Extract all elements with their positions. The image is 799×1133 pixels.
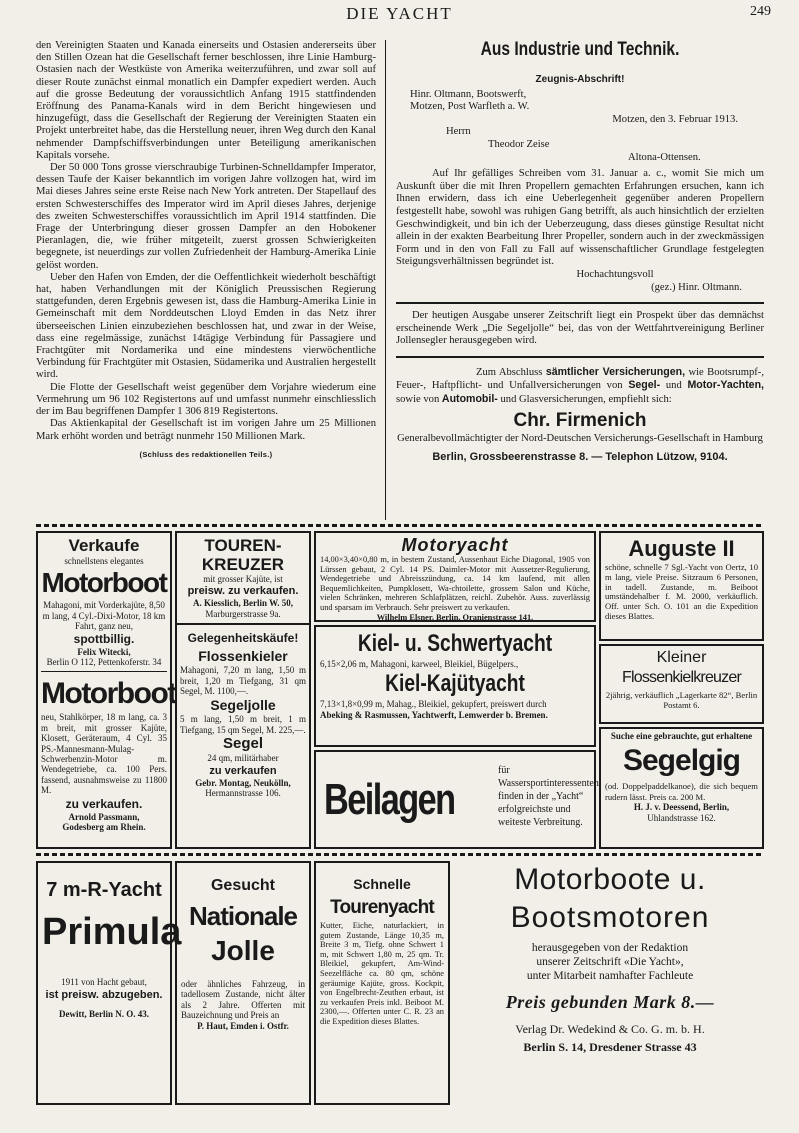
ad-text: Mahagoni, 7,20 m lang, 1,50 m breit, 1,20 m Tiefgang, 31 qm Segel, M. 1100,—.	[180, 665, 306, 697]
ad-price: spottbillig.	[73, 631, 135, 646]
sender-line: Motzen, Post Warfleth a. W.	[410, 101, 530, 113]
ad-heading: Motoryacht	[401, 535, 509, 555]
ad-text: 6,15×2,06 m, Mahagoni, karweel, Bleikiel, Bügelpers.,	[320, 659, 519, 669]
insurance-part: und	[665, 380, 682, 392]
ad-text: 7,13×1,8×0,99 m, Mahag., Bleikiel, gekupfert, preiswert durch	[320, 699, 547, 710]
ad-heading: Gesucht	[210, 877, 275, 894]
ad-contact-name: Dewitt, Berlin N. O. 43.	[59, 1009, 149, 1020]
ad-heading: Kiel-Kajütyacht	[385, 670, 525, 698]
ad-motoryacht	[314, 531, 596, 622]
ad-heading: TOUREN-	[204, 536, 282, 555]
ad-flossenkielkreuzer	[599, 644, 764, 724]
article-paragraph: Die Flotte der Gesellschaft weist gegenüber dem Vorjahre wiederum eine Vermehrung um 96 102 Registertons auf und umfasst nunmehr einschliesslich der im Bau begriffenen Dampfer 1 306 819 Registertons.	[36, 381, 376, 418]
ad-text: 24 qm, militärhaber	[207, 753, 279, 764]
book-line: herausgegeben von der Redaktion	[531, 942, 689, 954]
ad-text: 5 m lang, 1,50 m breit, 1 m Tiefgang, 15 qm Segel, M. 225,—.	[180, 714, 306, 735]
ad-contact-address: Marburgerstrasse 9a.	[205, 608, 281, 619]
ad-subheading: Segeljolle	[210, 697, 276, 714]
article-paragraph: den Vereinigten Staaten und Kanada einerseits und Ostasien andererseits über den Stillen Ozean hat die Gesellschaft ferner beschlossen, ihre Linie Hamburg-Ostasien nach der Westküste von Amerika weiterzuführen, und zwar soll auf dieser Route zunächst einmal monatlich ein Dampfer expediert werden. Auch auf die grosse Bedeutung der voraussichtlich Anfang 1915 stattfindenden Eröffnung des Panama-Kanals wird in dem Bericht hingewiesen und hinzugefügt, dass die Gesellschaft der Regierung der Vereinigten Staaten ein Projekt unterbreitet habe, das die Herstellung neuer, ihren Weg durch den Kanal nehmender Dampfschiffsverbindungen unter Beteiligung amerikanischen Kapitals vorsehe.	[36, 40, 376, 161]
ad-heading: Gelegenheitskäufe!	[187, 631, 299, 646]
letter-recipient: Theodor Zeise	[488, 138, 550, 150]
ad-tourenkreuzer	[175, 531, 311, 849]
ad-nationale-jolle	[175, 861, 311, 1105]
insurance-part: wie Bootsrumpf-, Feuer-, Haftpflicht- und Unfallversicherungen von	[396, 366, 764, 392]
firm-name: Chr. Firmenich	[513, 409, 647, 431]
ad-text: 14,00×3,40×0,80 m, in bestem Zustand, Aussenhaut Eiche Diagonal, 1905 von Lürssen gebaut, 2 Cyl. 14 PS. Daimler-Motor mit Aussetzer-Regulierung, Wendegetriebe und Abreisszündung, ca. 14 km laufend, mit allen Bequemlichkeiten, Pumpklosett, Wa-chtoilette, grossem Salon und Küche, vielen Schränken, mehreren Schlafplätzen, reichl. Zubehör. Auss. zuverlässig und sparsam im Verbrauch. Sehr preiswert zu verkaufen.	[320, 555, 590, 612]
ad-heading: Auguste II	[628, 536, 735, 561]
ad-text: (od. Doppelpaddelkanoe), die sich bequem rudern lässt. Preis ca. 200 M.	[605, 781, 758, 802]
ad-big-word: Segelgig	[622, 744, 741, 778]
ad-contact-name: Gebr. Montag, Neukölln,	[195, 777, 291, 788]
ad-heading: 7 m-R-Yacht	[46, 879, 162, 901]
ad-kiel-yachten	[314, 625, 596, 747]
ad-beilagen	[314, 750, 599, 849]
letter-signature: (gez.) Hinr. Oltmann.	[651, 281, 742, 293]
insurance-part: Zum Abschluss	[476, 366, 543, 378]
ad-text: schöne, schnelle 7 Sgl.-Yacht von Oertz, 10 m lang, viele Preise. Sitzraum 6 Personen, in tadell. Zustande, m. Beiboot umständehalber f. M. 2000, verkäuflich. Off. unter Sch. O. 101 an die Expedition dieses Blattes.	[605, 562, 758, 621]
letter-date: Motzen, den 3. Februar 1913.	[612, 113, 738, 125]
ad-subheading: Flossenkieler	[198, 648, 288, 665]
letter-sender	[396, 89, 764, 114]
book-address: Berlin S. 14, Dresdener Strasse 43	[523, 1040, 697, 1054]
ad-text: mit grosser Kajüte, ist	[203, 574, 283, 584]
ad-book-motorboote	[456, 861, 764, 1105]
ad-heading: KREUZER	[201, 555, 285, 574]
insurance-part: sowie von	[396, 394, 440, 406]
insurance-part: und Glasversicherungen, empfiehlt sich:	[500, 394, 672, 406]
left-column-article	[36, 40, 376, 461]
ad-text: 2jährig, verkäuflich „Lagerkarte 82“, Berlin Postamt 6.	[605, 690, 758, 711]
ad-contact-name: H. J. v. Deessend, Berlin,	[633, 802, 730, 813]
article-paragraph: Das Aktienkapital der Gesellschaft ist im vorigen Jahre um 25 Millionen Mark erhöht worden und beträgt nunmehr 150 Millionen Mark.	[36, 418, 376, 442]
ad-text: oder ähnliches Fahrzeug, in tadellosem Zustande, nicht älter als 2 Jahre. Offerten mit Bauzeichnung und Preis an	[181, 979, 305, 1021]
ad-contact-address: Uhlandstrasse 162.	[647, 812, 716, 823]
ad-contact-address: Berlin O 112, Pettenkoferstr. 34	[46, 657, 162, 668]
ad-subheading: Segel	[222, 735, 264, 753]
insurance-part: Segel-	[628, 379, 661, 392]
ad-heading: Kleiner	[656, 649, 707, 666]
ad-contact-name: Arnold Passmann,	[68, 811, 140, 822]
ad-text: 1911 von Hacht gebaut,	[61, 977, 147, 987]
editorial-end-note: (Schluss des redaktionellen Teils.)	[139, 449, 273, 459]
letter-closing: Hochachtungsvoll	[576, 268, 654, 280]
ad-section-divider	[36, 524, 764, 527]
running-header-title: DIE YACHT	[346, 4, 453, 23]
ad-price: zu verkaufen.	[65, 796, 143, 811]
ad-text: Kutter, Eiche, naturlackiert, in gutem Zustande, Länge 10,35 m, Breite 3 m, Tiefg. ohne Schwert 1 m, mit Schwert 1,80 m, 25 qm. Tr. Bleikiel, gekupfert, Am-Wind-Seezelfläche ca. 80 qm, schöne geräumige Kajüte, gross. Kockpit, von Engelbrecht-Zeuthen erbaut, ist zu verkaufen Preis inkl. Beiboot M. 2300,—. Offerten unter C. R. 23 an die Expedition dieses Blattes.	[320, 921, 444, 1026]
prospect-notice: Der heutigen Ausgabe unserer Zeitschrift liegt ein Prospekt über das demnächst erscheinende Werk „Die Segeljolle“ bei, das von der Wettfahrtvereinigung Berliner Jollensegler herausgegeben wird.	[396, 310, 764, 347]
divider-rule	[177, 623, 309, 625]
page-number: 249	[750, 4, 771, 19]
article-paragraph: Ueber den Hafen von Emden, der die Oeffentlichkeit wiederholt beschäftigt hat, haben Verhandlungen mit der Königlich Preussischen Regierung stattgefunden, deren Ergebnis gewesen ist, dass die Hamburg-Amerika Linie in Gemeinschaft mit dem Norddeutschen Lloyd Emden in das Netz ihrer überseeischen Linien einzubeziehen beschlossen hat, und zwar in der Weise, dass eine regelmässige, zunächst 14tägige Verbindung für Passagiere und Frachtgüter mit Nordamerika und eine mindestens vierwöchentliche Verbindung für Frachtgüter mit Ostasien, Südamerika und Australien hergestellt wird.	[36, 271, 376, 381]
ad-segelgig	[599, 727, 764, 849]
ad-big-word: Motorboot	[41, 677, 176, 711]
ad-big-word: Tourenyacht	[330, 897, 434, 918]
ad-text: neu, Stahlkörper, 18 m lang, ca. 3 m breit, mit grosser Kajüte, Klosett, Geräteraum, 4 Cyl. 35 PS.-Mannesmann-Mulag-Schwerbenzin-Motor m. Wendegetriebe, ca. 100 Pers. fassend, ausnahmsweise zu 11800 M.	[41, 712, 167, 796]
right-column	[396, 38, 764, 464]
insurance-part: sämtlicher Versicherungen,	[545, 365, 686, 378]
ad-heading: Verkaufe	[68, 536, 140, 555]
ad-heading: Flossenkielkreuzer	[622, 669, 741, 686]
ad-subheading: Suche eine gebrauchte, gut erhaltene	[610, 731, 753, 741]
book-price: Preis gebunden Mark 8.—	[505, 992, 715, 1012]
book-line: unter Mitarbeit namhafter Fachleute	[526, 970, 694, 982]
book-line: unserer Zeitschrift «Die Yacht»,	[536, 956, 684, 968]
divider-rule	[396, 356, 764, 358]
article-paragraph: Der 50 000 Tons grosse vierschraubige Turbinen-Schnelldampfer Imperator, dessen Taufe der Kaiser bekanntlich im vorigen Jahre vollzogen hat, wird im Mai dieses Jahres seine erste Reise nach New York antreten. Der Stapellauf des ersten Schwesterschiffes des Imperator wird im April dieses Jahres, derjenige des zweiten Schwesterschiffes voraussichtlich im April 1914 stattfinden. Die Frage der Unterbringung dieser grossen Dampfer an den Hobokener Pieranlagen, die, wie früher mitgeteilt, zuerst grossen Schwierigkeiten begegnete, ist neuerdings zur vollen Zufriedenheit der Hamburg-Amerika Linie gelöst worden.	[36, 162, 376, 271]
insurance-part: Motor-Yachten,	[687, 379, 764, 392]
book-title: Motorboote u.	[514, 863, 706, 896]
book-publisher: Verlag Dr. Wedekind & Co. G. m. b. H.	[515, 1022, 705, 1036]
ad-tourenyacht	[314, 861, 450, 1105]
ad-heading: Schnelle	[353, 876, 411, 892]
book-title: Bootsmotoren	[510, 901, 710, 934]
ad-heading: Kiel- u. Schwertyacht	[357, 630, 553, 657]
ad-price: preisw. zu verkaufen.	[187, 585, 299, 598]
sender-line: Hinr. Oltmann, Bootswerft,	[410, 88, 527, 100]
ad-big-word: Jolle	[211, 935, 275, 966]
ad-big-word: Motorboot	[41, 567, 167, 599]
ad-text: für Wassersportinteressenten finden in der „Yacht“ erfolgreichste und weiteste Verbreitung.	[498, 765, 599, 828]
letter-heading: Zeugnis-Abschrift!	[535, 74, 625, 85]
letter-recipient-city: Altona-Ottensen.	[628, 151, 701, 163]
insurance-text	[396, 366, 764, 407]
ad-contact-name: A. Kiesslich, Berlin W. 50,	[192, 598, 293, 609]
firm-description: Generalbevollmächtigter der Nord-Deutschen Versicherungs-Gesellschaft in Hamburg	[397, 432, 763, 444]
divider-rule	[41, 671, 167, 672]
ad-auguste	[599, 531, 764, 641]
ad-contact-name: Wilhelm Elsner, Berlin, Oranienstrasse 141.	[376, 612, 534, 622]
ad-primula	[36, 861, 182, 1105]
ad-subheading: schnellstens elegantes	[64, 556, 144, 566]
letter-body: Auf Ihr gefälliges Schreiben vom 31. Januar a. c., womit Sie mich um Auskunft über die mit Ihren Propellern gemachten Erfahrungen ersuchen, kann ich Ihnen erwidern, dass ich eine Ueberlegenheit gegenüber anderen Propellern festgestellt habe, sowohl was ruhigen Gang betrifft, als auch hinsichtlich der erzielten Geschwindigkeit, und bin ich der Ueberzeugung, dass dieses günstige Resultat nicht allein in der exakten Bearbeitung Ihrer Propeller, sondern auch in der zweckmässigen Form und in den von Fall zu Fall auf wissenschaftlicher Grundlage festgelegten Steigungsverhältnissen begründet ist.	[396, 168, 764, 268]
ad-text: Mahagoni, mit Vorderkajüte, 8,50 m lang, 4 Cyl.-Dixi-Motor, 18 km Fahrt, ganz neu,	[42, 600, 166, 632]
letter-salutation: Herrn	[446, 126, 471, 138]
ad-big-word: Nationale	[188, 901, 298, 931]
insurance-part: Automobil-	[441, 393, 498, 406]
ad-big-word: Primula	[42, 911, 182, 953]
ad-contact-address: Godesberg am Rhein.	[62, 822, 146, 833]
column-divider	[385, 40, 386, 520]
ad-section-divider	[36, 853, 764, 856]
ad-big-word: Beilagen	[324, 775, 455, 824]
firm-address: Berlin, Grossbeerenstrasse 8. — Telephon Lützow, 9104.	[432, 451, 728, 464]
ad-contact-name: Felix Witecki,	[77, 646, 131, 657]
ad-contact-address: Hermannstrasse 106.	[205, 788, 281, 799]
ad-verkaufe-motorboot	[36, 531, 176, 849]
ad-price: ist preisw. abzugeben.	[45, 989, 163, 1002]
ad-price: zu verkaufen	[209, 764, 277, 777]
divider-rule	[396, 302, 764, 304]
ad-contact-name: Abeking & Rasmussen, Yachtwerft, Lemwerder b. Bremen.	[320, 709, 548, 720]
section-title: Aus Industrie und Technik.	[480, 39, 680, 60]
ad-contact-name: P. Haut, Emden i. Ostfr.	[197, 1020, 289, 1031]
